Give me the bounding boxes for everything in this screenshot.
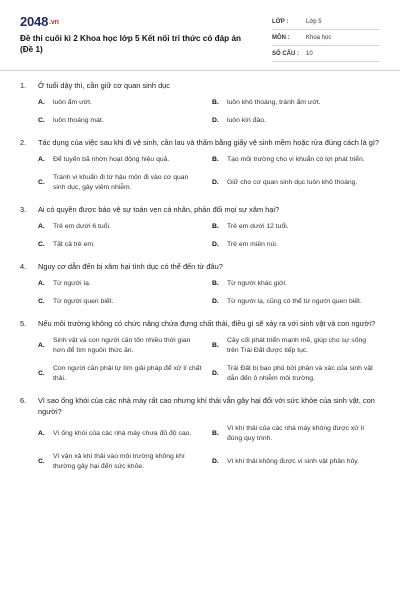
option-list — [20, 222, 382, 250]
option-a[interactable] — [38, 279, 208, 289]
question-text: Tác dụng của việc sau khi đi vệ sinh, cần lau và thấm bằng giấy vệ sinh mềm hoặc rửa đúng cách là gì? — [38, 138, 380, 147]
option-letter: A. — [38, 156, 45, 163]
option-d[interactable] — [212, 240, 382, 250]
option-letter: D. — [212, 179, 219, 186]
question-number: 5. — [20, 319, 27, 328]
option-c[interactable] — [38, 297, 208, 307]
option-a[interactable] — [38, 336, 208, 356]
question-4 — [20, 261, 382, 307]
option-text: luôn kín đáo. — [227, 117, 266, 124]
exam-title: Đề thi cuối kì 2 Khoa học lớp 5 Kết nối tri thức có đáp án (Đề 1) — [20, 34, 242, 54]
option-text: Vì vận xả khí thải vào môi trường không khí thường gây hại đến sức khỏe. — [53, 453, 185, 470]
option-text: Từ người khác giới. — [227, 280, 287, 287]
question-1 — [20, 80, 382, 126]
option-c[interactable] — [38, 173, 208, 193]
option-list — [20, 279, 382, 307]
question-text: Ai có quyền được bảo vệ sự toàn vẹn cá nhân, phản đối mọi sự xâm hại? — [38, 205, 280, 214]
option-a[interactable] — [38, 98, 208, 108]
meta-row-count — [272, 46, 380, 62]
option-d[interactable] — [212, 297, 382, 307]
option-d[interactable] — [212, 173, 382, 193]
option-letter: B. — [212, 280, 219, 287]
option-a[interactable] — [38, 155, 208, 165]
question-number: 3. — [20, 205, 27, 214]
option-text: Tạo môi trường cho vi khuẩn có lợi phát triển. — [227, 156, 365, 163]
meta-value: Khoa học — [306, 34, 332, 41]
option-letter: D. — [212, 117, 219, 124]
option-d[interactable] — [212, 452, 382, 472]
option-letter: C. — [38, 458, 45, 465]
exam-header — [0, 0, 400, 64]
option-list — [20, 424, 382, 472]
option-text: Từ người quen biết. — [53, 298, 114, 305]
option-a[interactable] — [38, 424, 208, 444]
option-a[interactable] — [38, 222, 208, 232]
question-number: 2. — [20, 138, 27, 147]
option-b[interactable] — [212, 424, 382, 444]
option-letter: C. — [38, 241, 45, 248]
option-letter: D. — [212, 241, 219, 248]
option-text: Sinh vật và con người cần tốn nhiều thời gian hơn để tìm nguồn thức ăn. — [53, 337, 191, 354]
option-letter: B. — [212, 342, 219, 349]
option-text: Vì khí thải không được vi sinh vật phân hủy. — [227, 458, 360, 465]
option-text: Từ người lạ, cũng có thể từ người quen biết. — [227, 298, 362, 305]
option-list — [20, 98, 382, 126]
header-divider — [0, 70, 400, 71]
exam-meta — [250, 14, 380, 64]
question-6 — [20, 395, 382, 472]
option-c[interactable] — [38, 240, 208, 250]
site-logo[interactable] — [20, 14, 250, 29]
meta-value: Lớp 5 — [306, 18, 322, 25]
question-list — [20, 80, 382, 483]
header-left — [20, 14, 250, 64]
option-text: Tất cả trẻ em. — [53, 241, 95, 248]
option-letter: A. — [38, 99, 45, 106]
option-list — [20, 336, 382, 384]
option-c[interactable] — [38, 116, 208, 126]
question-text: Nếu môi trường không có chức năng chứa đựng chất thải, điều gì sẽ xảy ra với sinh vật và con người? — [38, 319, 376, 328]
option-letter: D. — [212, 298, 219, 305]
option-letter: B. — [212, 430, 219, 437]
option-text: Con người cần phải tự tìm giải pháp để xử lí chất thải. — [53, 365, 202, 382]
option-letter: A. — [38, 430, 45, 437]
option-text: luôn khô thoáng, tránh ẩm ướt. — [227, 99, 321, 106]
option-letter: C. — [38, 298, 45, 305]
question-number: 1. — [20, 81, 27, 90]
option-b[interactable] — [212, 279, 382, 289]
option-text: Cây cối phát triển mạnh mẽ, giúp cho sự sống trên Trái Đất được tiếp tục. — [227, 337, 367, 354]
option-text: Để tuyến bã nhờn hoạt động hiệu quả. — [53, 156, 170, 163]
option-text: Trẻ em miền núi. — [227, 241, 278, 248]
option-text: Trẻ em dưới 12 tuổi. — [227, 223, 289, 230]
meta-label: SỐ CÂU : — [272, 50, 299, 57]
question-text: Ở tuổi dậy thì, cần giữ cơ quan sinh dục — [38, 81, 170, 90]
meta-row-subject — [272, 30, 380, 46]
option-list — [20, 155, 382, 193]
option-letter: C. — [38, 117, 45, 124]
meta-row-class — [272, 14, 380, 30]
option-letter: D. — [212, 370, 219, 377]
question-number: 4. — [20, 262, 27, 271]
option-letter: D. — [212, 458, 219, 465]
option-b[interactable] — [212, 336, 382, 356]
option-b[interactable] — [212, 98, 382, 108]
option-b[interactable] — [212, 222, 382, 232]
question-text: Vì sao ống khói của các nhà máy rất cao nhưng khí thải vẫn gây hại đối với sức khỏe của sinh vật, con người? — [38, 396, 375, 416]
option-text: luôn ẩm ướt. — [53, 99, 92, 106]
option-text: luôn thoáng mát. — [53, 117, 104, 124]
option-text: Trẻ em dưới 6 tuổi. — [53, 223, 111, 230]
option-letter: B. — [212, 99, 219, 106]
option-text: Từ người lạ. — [53, 280, 91, 287]
question-2 — [20, 137, 382, 193]
question-5 — [20, 318, 382, 384]
option-letter: C. — [38, 179, 45, 186]
meta-label: LỚP : — [272, 18, 289, 25]
option-letter: B. — [212, 223, 219, 230]
question-3 — [20, 204, 382, 250]
meta-label: MÔN : — [272, 34, 290, 41]
question-text: Nguy cơ dẫn đến bị xâm hại tình dục có thể đến từ đâu? — [38, 262, 223, 271]
option-letter: B. — [212, 156, 219, 163]
option-text: Giữ cho cơ quan sinh dục luôn khô thoáng. — [227, 179, 358, 186]
option-letter: A. — [38, 280, 45, 287]
option-letter: A. — [38, 223, 45, 230]
option-text: Vì khí thải của các nhà máy không được xử lí đúng quy trình. — [227, 425, 365, 442]
question-number: 6. — [20, 396, 27, 405]
logo-suffix: .vn — [49, 19, 59, 26]
option-text: Trái Đất bị bao phủ bởi phân và xác của sinh vật dẫn đến ô nhiễm môi trường. — [227, 365, 373, 382]
option-c[interactable] — [38, 364, 208, 384]
option-d[interactable] — [212, 364, 382, 384]
meta-value: 10 — [306, 50, 313, 57]
option-letter: A. — [38, 342, 45, 349]
logo-main: 2048 — [20, 14, 49, 29]
option-d[interactable] — [212, 116, 382, 126]
option-text: Vì ống khói của các nhà máy chưa đủ độ cao. — [53, 430, 192, 437]
option-text: Tránh vi khuẩn đi từ hậu môn đi vào cơ quan sinh dục, gây viêm nhiễm. — [53, 174, 189, 191]
option-b[interactable] — [212, 155, 382, 165]
option-c[interactable] — [38, 452, 208, 472]
option-letter: C. — [38, 370, 45, 377]
